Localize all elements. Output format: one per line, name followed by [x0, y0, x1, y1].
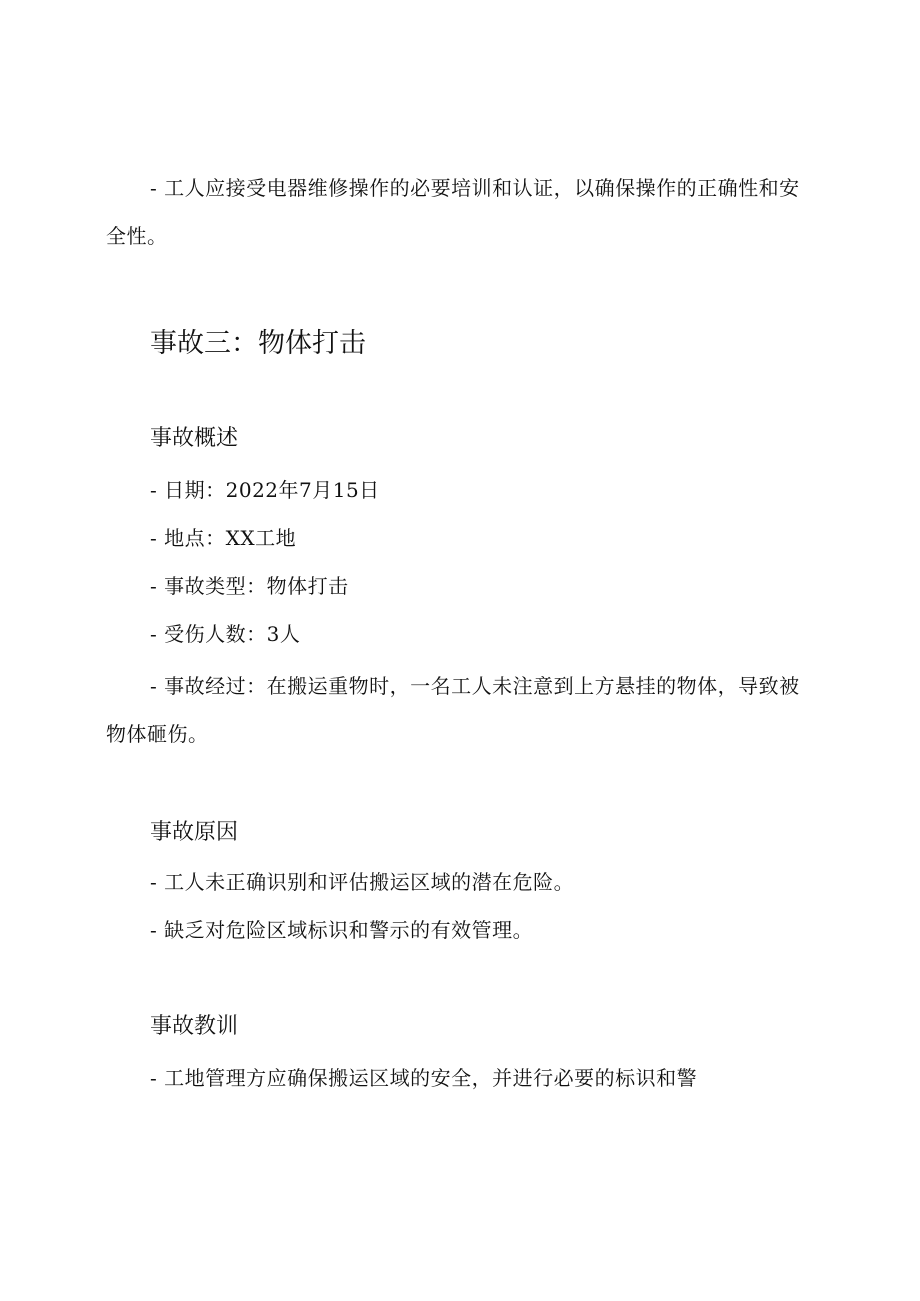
- overview-item-date: - 日期：2022年7月15日: [150, 478, 380, 502]
- lessons-item: - 工地管理方应确保搬运区域的安全，并进行必要的标识和警: [150, 1066, 698, 1090]
- causes-heading: 事故原因: [150, 820, 239, 845]
- intro-paragraph: - 工人应接受电器维修操作的必要培训和认证，以确保操作的正确性和安全性。: [106, 176, 800, 248]
- causes-item: - 工人未正确识别和评估搬运区域的潜在危险。: [150, 870, 575, 894]
- causes-item: - 缺乏对危险区域标识和警示的有效管理。: [150, 918, 534, 942]
- overview-process-paragraph: - 事故经过：在搬运重物时，一名工人未注意到上方悬挂的物体，导致被物体砸伤。: [106, 674, 800, 746]
- overview-heading: 事故概述: [150, 426, 239, 451]
- overview-item-location: - 地点：XX工地: [150, 526, 297, 550]
- overview-item-injured: - 受伤人数：3人: [150, 622, 301, 646]
- overview-item-type: - 事故类型：物体打击: [150, 574, 349, 598]
- lessons-heading: 事故教训: [150, 1014, 239, 1039]
- section-title: 事故三：物体打击: [150, 328, 366, 359]
